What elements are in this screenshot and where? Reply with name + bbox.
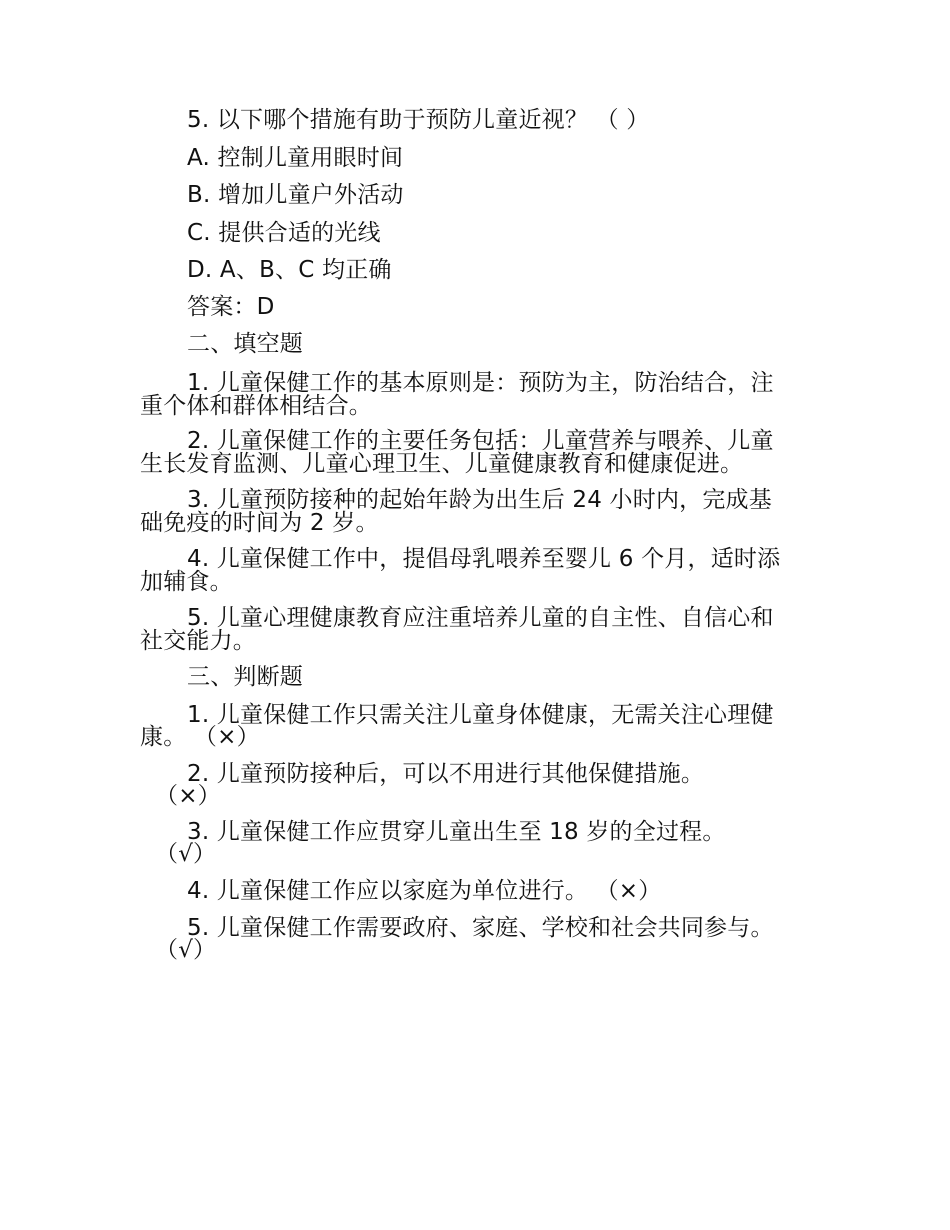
option-a: A. 控制儿童用眼时间 bbox=[187, 145, 404, 171]
answer-line: 答案：D bbox=[187, 294, 275, 320]
tf-item-4-line1: 4. 儿童保健工作应以家庭为单位进行。 （×） bbox=[187, 878, 662, 904]
option-c: C. 提供合适的光线 bbox=[187, 220, 381, 246]
fill-item-5-line2: 社交能力。 bbox=[140, 628, 256, 654]
fill-item-4-line1: 4. 儿童保健工作中，提倡母乳喂养至婴儿 6 个月，适时添 bbox=[187, 546, 781, 572]
tf-item-1-line2: 康。 （×） bbox=[140, 724, 260, 750]
fill-item-1-line2: 重个体和群体相结合。 bbox=[140, 393, 372, 419]
fill-item-1-line1: 1. 儿童保健工作的基本原则是：预防为主，防治结合，注 bbox=[187, 370, 774, 396]
question-stem: 5. 以下哪个措施有助于预防儿童近视？ （ ） bbox=[187, 107, 650, 133]
section-heading-fill-in: 二、填空题 bbox=[187, 331, 303, 357]
tf-item-2-mark: （×） bbox=[155, 783, 221, 809]
tf-item-5-line1: 5. 儿童保健工作需要政府、家庭、学校和社会共同参与。 bbox=[187, 915, 774, 941]
tf-item-1-line1: 1. 儿童保健工作只需关注儿童身体健康，无需关注心理健 bbox=[187, 702, 774, 728]
fill-item-5-line1: 5. 儿童心理健康教育应注重培养儿童的自主性、自信心和 bbox=[187, 605, 774, 631]
option-b: B. 增加儿童户外活动 bbox=[187, 182, 404, 208]
tf-item-5-mark: （√） bbox=[155, 937, 217, 963]
tf-item-2-line1: 2. 儿童预防接种后，可以不用进行其他保健措施。 bbox=[187, 761, 705, 787]
option-d: D. A、B、C 均正确 bbox=[187, 257, 392, 283]
tf-item-3-mark: （√） bbox=[155, 841, 217, 867]
fill-item-3-line1: 3. 儿童预防接种的起始年龄为出生后 24 小时内，完成基 bbox=[187, 487, 772, 513]
fill-item-3-line2: 础免疫的时间为 2 岁。 bbox=[140, 510, 379, 536]
section-heading-true-false: 三、判断题 bbox=[187, 664, 303, 690]
fill-item-2-line1: 2. 儿童保健工作的主要任务包括：儿童营养与喂养、儿童 bbox=[187, 428, 774, 454]
fill-item-2-line2: 生长发育监测、儿童心理卫生、儿童健康教育和健康促进。 bbox=[140, 451, 744, 477]
tf-item-3-line1: 3. 儿童保健工作应贯穿儿童出生至 18 岁的全过程。 bbox=[187, 819, 726, 845]
fill-item-4-line2: 加辅食。 bbox=[140, 569, 233, 595]
